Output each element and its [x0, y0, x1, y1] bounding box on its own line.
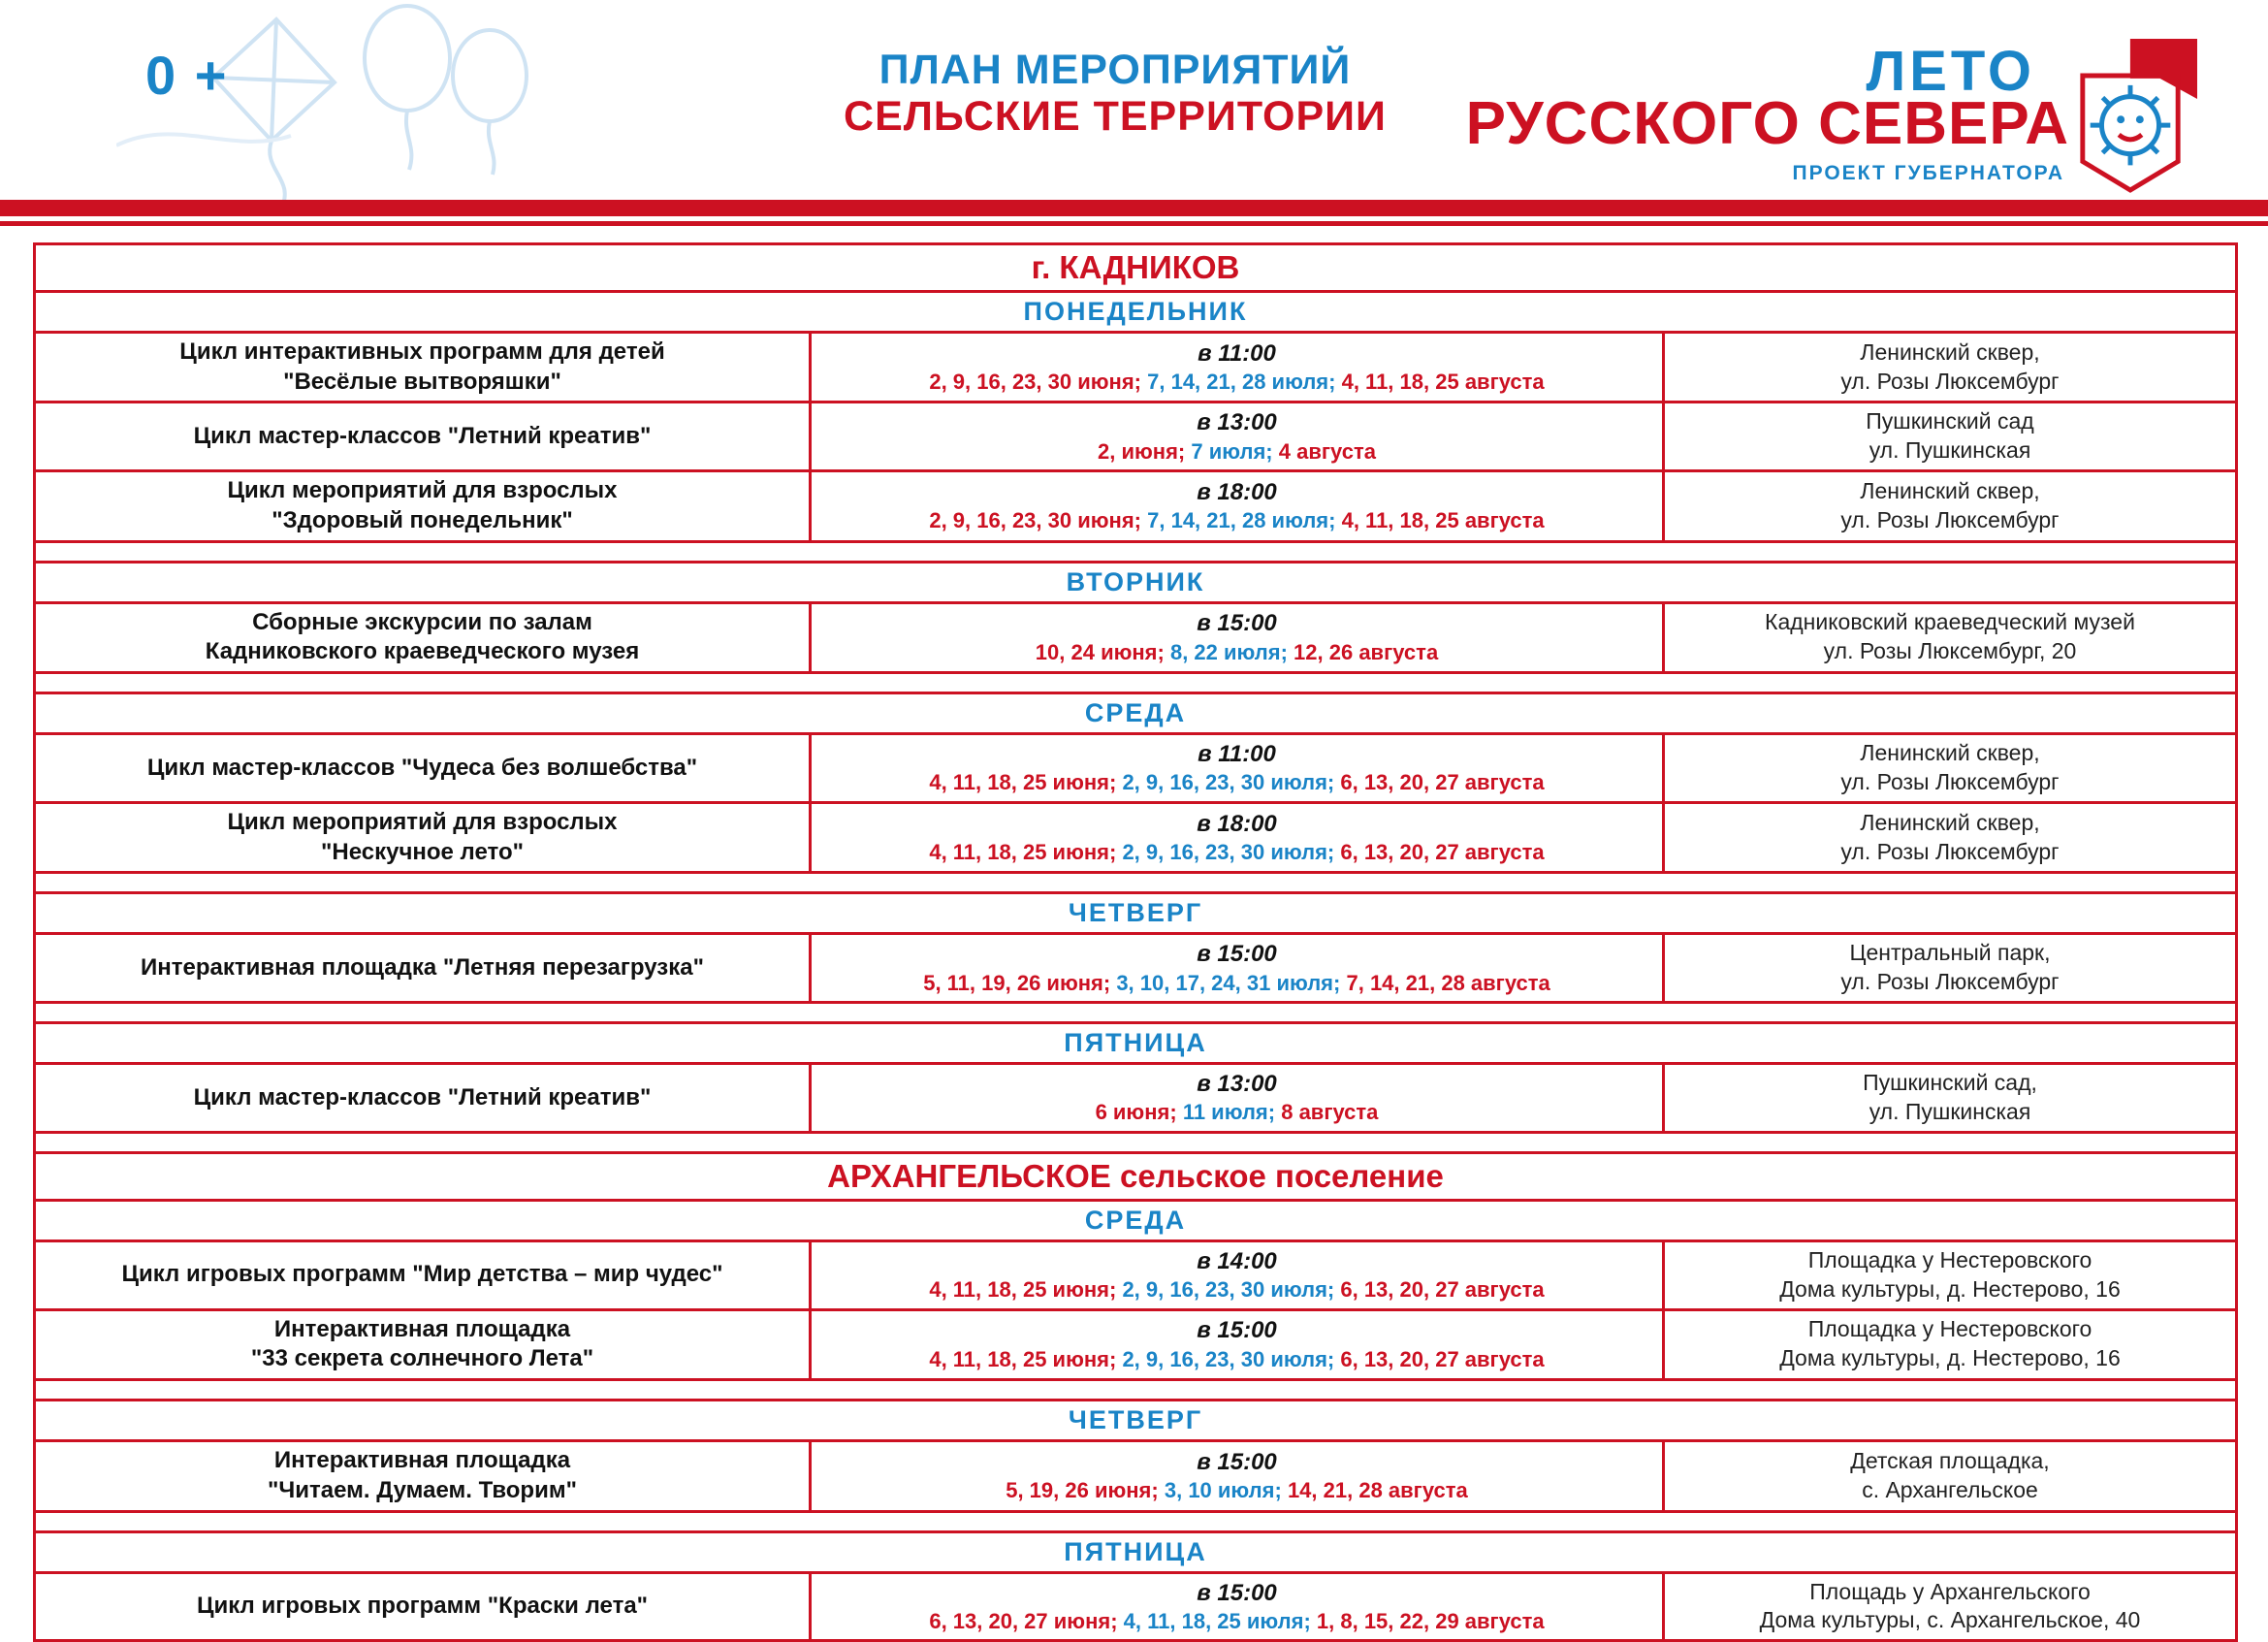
event-place-cell — [1664, 1441, 2237, 1511]
event-place-cell — [1664, 333, 2237, 402]
event-place-cell — [1664, 1240, 2237, 1309]
table-row — [35, 1064, 2237, 1133]
day-title: ПЯТНИЦА — [35, 1023, 2237, 1064]
event-dates-june: 2, 9, 16, 23, 30 июня; — [929, 508, 1141, 533]
event-dates-august: 6, 13, 20, 27 августа — [1340, 1346, 1545, 1371]
event-dates — [817, 769, 1656, 797]
event-name-line2: "Весёлые вытворяшки" — [283, 368, 561, 395]
table-row — [35, 602, 2237, 672]
events-plan-table — [33, 242, 2238, 1642]
event-time: в 15:00 — [1197, 1448, 1277, 1475]
row-spacer — [35, 1132, 2237, 1152]
table-row — [35, 471, 2237, 541]
event-dates-july: 3, 10 июля; — [1164, 1478, 1282, 1503]
event-name-line1: Цикл интерактивных программ для детей — [179, 338, 665, 365]
event-place-line2: ул. Розы Люксембург, 20 — [1823, 638, 2077, 664]
event-name-cell — [35, 333, 811, 402]
event-name-cell — [35, 802, 811, 872]
event-name-line1: Цикл мастер-классов "Чудеса без волшебства" — [146, 754, 698, 781]
event-name-line1: Цикл мастер-классов "Летний креатив" — [193, 422, 652, 449]
event-place-cell — [1664, 471, 2237, 541]
event-dates — [817, 1099, 1656, 1127]
event-time: в 18:00 — [1197, 479, 1277, 506]
event-schedule-cell — [811, 934, 1664, 1003]
event-dates-june: 6 июня; — [1095, 1100, 1177, 1125]
event-dates — [817, 1346, 1656, 1374]
event-name-line2: "Нескучное лето" — [321, 838, 524, 865]
event-name-cell — [35, 471, 811, 541]
leto-russkogo-severa-logo — [1465, 29, 2215, 209]
day-title: ПОНЕДЕЛЬНИК — [35, 292, 2237, 333]
event-dates-june: 4, 11, 18, 25 июня; — [929, 839, 1117, 864]
event-schedule-cell — [811, 1572, 1664, 1641]
event-dates-august: 1, 8, 15, 22, 29 августа — [1316, 1608, 1545, 1633]
event-dates — [817, 507, 1656, 535]
day-title: ЧЕТВЕРГ — [35, 1401, 2237, 1441]
event-name-line2: "Читаем. Думаем. Творим" — [268, 1476, 577, 1503]
event-place-line1: Площадка у Нестеровского — [1807, 1316, 2092, 1342]
event-dates — [817, 1477, 1656, 1505]
event-place-cell — [1664, 802, 2237, 872]
event-place-cell — [1664, 934, 2237, 1003]
event-name-cell — [35, 1064, 811, 1133]
event-dates-july: 8, 22 июля; — [1169, 639, 1288, 664]
event-time: в 11:00 — [1198, 741, 1276, 768]
day-title: ВТОРНИК — [35, 562, 2237, 602]
event-place-line1: Ленинский сквер, — [1860, 338, 2040, 365]
event-schedule-cell — [811, 471, 1664, 541]
event-place-line1: Центральный парк, — [1849, 940, 2051, 966]
event-place-line2: ул. Пушкинская — [1869, 1098, 2031, 1124]
event-dates-july: 7, 14, 21, 28 июля; — [1147, 508, 1336, 533]
page-header — [0, 0, 2268, 231]
event-place-line2: ул. Розы Люксембург — [1840, 506, 2060, 532]
event-dates-june: 6, 13, 20, 27 июня; — [929, 1608, 1118, 1633]
event-place-line2: ул. Розы Люксембург — [1840, 368, 2060, 394]
event-place-cell — [1664, 602, 2237, 672]
event-place-line1: Ленинский сквер, — [1860, 478, 2040, 504]
row-spacer — [35, 673, 2237, 693]
event-schedule-cell — [811, 333, 1664, 402]
event-dates-august: 8 августа — [1281, 1100, 1379, 1125]
event-schedule-cell — [811, 1064, 1664, 1133]
table-row — [35, 402, 2237, 471]
event-time: в 14:00 — [1197, 1247, 1277, 1274]
event-place-line2: ул. Розы Люксембург — [1840, 969, 2060, 995]
event-dates-august: 4 августа — [1278, 438, 1376, 464]
event-dates-august: 6, 13, 20, 27 августа — [1340, 839, 1545, 864]
day-header-row — [35, 1023, 2237, 1064]
event-name-line1: Цикл игровых программ "Краски лета" — [196, 1593, 649, 1620]
event-name-line2: "Здоровый понедельник" — [272, 506, 573, 533]
day-title: ПЯТНИЦА — [35, 1531, 2237, 1572]
event-dates-june: 4, 11, 18, 25 июня; — [929, 1346, 1117, 1371]
event-schedule-cell — [811, 1309, 1664, 1379]
event-dates-august: 12, 26 августа — [1294, 639, 1439, 664]
event-place-line1: Пушкинский сад — [1866, 408, 2034, 435]
event-time: в 13:00 — [1197, 409, 1277, 436]
event-schedule-cell — [811, 1441, 1664, 1511]
table-row — [35, 802, 2237, 872]
event-dates-august: 4, 11, 18, 25 августа — [1341, 370, 1545, 395]
event-dates — [817, 639, 1656, 667]
section-header-row — [35, 1152, 2237, 1200]
event-dates-july: 4, 11, 18, 25 июля; — [1123, 1608, 1311, 1633]
day-header-row — [35, 1401, 2237, 1441]
event-schedule-cell — [811, 602, 1664, 672]
event-place-line2: ул. Розы Люксембург — [1840, 768, 2060, 794]
event-name-line1: Цикл мероприятий для взрослых — [227, 808, 618, 835]
event-name-cell — [35, 402, 811, 471]
event-place-line1: Ленинский сквер, — [1860, 809, 2040, 835]
event-dates-june: 4, 11, 18, 25 июня; — [929, 770, 1117, 795]
event-schedule-cell — [811, 802, 1664, 872]
event-dates-june: 2, 9, 16, 23, 30 июня; — [929, 370, 1141, 395]
logo-word-leto: ЛЕТО — [1866, 40, 2035, 103]
event-dates-july: 2, 9, 16, 23, 30 июля; — [1122, 770, 1335, 795]
event-dates-august: 6, 13, 20, 27 августа — [1340, 770, 1545, 795]
logo-tagline: ПРОЕКТ ГУБЕРНАТОРА — [1792, 162, 2064, 184]
age-rating-badge: 0 + — [145, 45, 229, 106]
table-row — [35, 734, 2237, 803]
event-place-line2: ул. Пушкинская — [1869, 437, 2031, 464]
page-title — [679, 47, 1551, 140]
event-name-line1: Сборные экскурсии по залам — [252, 608, 592, 635]
event-name-line1: Цикл мероприятий для взрослых — [227, 477, 618, 504]
event-dates-july: 2, 9, 16, 23, 30 июля; — [1122, 1346, 1335, 1371]
event-dates — [817, 369, 1656, 397]
day-header-row — [35, 292, 2237, 333]
event-time: в 15:00 — [1197, 1317, 1277, 1344]
section-title: АРХАНГЕЛЬСКОЕ сельское поселение — [35, 1152, 2237, 1200]
event-time: в 18:00 — [1197, 810, 1277, 837]
table-row — [35, 1240, 2237, 1309]
event-place-line2: ул. Розы Люксембург — [1840, 838, 2060, 864]
event-dates-june: 5, 11, 19, 26 июня; — [923, 970, 1111, 995]
event-place-line1: Детская площадка, — [1850, 1447, 2050, 1473]
event-schedule-cell — [811, 402, 1664, 471]
day-header-row — [35, 562, 2237, 602]
event-dates-june: 2, июня; — [1098, 438, 1186, 464]
event-dates — [817, 438, 1656, 467]
event-dates-june: 5, 19, 26 июня; — [1006, 1478, 1159, 1503]
header-divider-thin — [0, 221, 2268, 226]
row-spacer — [35, 873, 2237, 893]
event-place-line2: Дома культуры, д. Нестерово, 16 — [1779, 1345, 2121, 1371]
event-name-cell — [35, 1240, 811, 1309]
event-name-cell — [35, 734, 811, 803]
event-name-line1: Цикл игровых программ "Мир детства – мир чудес" — [121, 1261, 723, 1288]
row-spacer — [35, 541, 2237, 562]
event-time: в 11:00 — [1198, 339, 1276, 367]
day-header-row — [35, 1200, 2237, 1240]
event-place-cell — [1664, 1309, 2237, 1379]
event-place-cell — [1664, 402, 2237, 471]
event-dates — [817, 1276, 1656, 1304]
event-dates-july: 11 июля; — [1182, 1100, 1276, 1125]
event-place-line2: Дома культуры, д. Нестерово, 16 — [1779, 1275, 2121, 1302]
event-dates — [817, 1608, 1656, 1636]
events-plan-table-wrap — [33, 242, 2235, 1642]
event-schedule-cell — [811, 1240, 1664, 1309]
kite-balloons-decoration — [116, 0, 718, 213]
event-name-line1: Интерактивная площадка "Летняя перезагрузка" — [141, 953, 704, 981]
section-title: г. КАДНИКОВ — [35, 244, 2237, 292]
event-dates-july: 2, 9, 16, 23, 30 июля; — [1122, 1277, 1335, 1303]
event-dates-july: 7, 14, 21, 28 июля; — [1147, 370, 1336, 395]
event-time: в 13:00 — [1197, 1071, 1277, 1098]
event-name-line1: Интерактивная площадка — [273, 1315, 571, 1342]
table-row — [35, 1572, 2237, 1641]
event-place-line1: Кадниковский краеведческий музей — [1765, 609, 2135, 635]
event-dates-july: 2, 9, 16, 23, 30 июля; — [1122, 839, 1335, 864]
event-dates-august: 14, 21, 28 августа — [1287, 1478, 1468, 1503]
section-header-row — [35, 244, 2237, 292]
table-row — [35, 934, 2237, 1003]
day-title: СРЕДА — [35, 1200, 2237, 1240]
day-header-row — [35, 693, 2237, 734]
table-row — [35, 333, 2237, 402]
event-place-cell — [1664, 1064, 2237, 1133]
event-place-line1: Ленинский сквер, — [1860, 740, 2040, 766]
event-place-line1: Площадка у Нестеровского — [1807, 1246, 2092, 1272]
page-title-line2: СЕЛЬСКИЕ ТЕРРИТОРИИ — [844, 93, 1387, 141]
event-name-cell — [35, 1309, 811, 1379]
day-title: ЧЕТВЕРГ — [35, 893, 2237, 934]
table-row — [35, 1309, 2237, 1379]
event-name-cell — [35, 602, 811, 672]
event-time: в 15:00 — [1197, 610, 1277, 637]
event-dates — [817, 839, 1656, 867]
event-name-line2: "33 секрета солнечного Лета" — [250, 1345, 594, 1372]
event-name-line1: Интерактивная площадка — [273, 1447, 571, 1474]
day-header-row — [35, 893, 2237, 934]
event-place-cell — [1664, 1572, 2237, 1641]
event-name-line2: Кадниковского краеведческого музея — [205, 638, 640, 665]
row-spacer — [35, 1511, 2237, 1531]
row-spacer — [35, 1003, 2237, 1023]
event-dates-august: 7, 14, 21, 28 августа — [1346, 970, 1550, 995]
table-row — [35, 1441, 2237, 1511]
event-dates-july: 7 июля; — [1191, 438, 1273, 464]
logo-word-russkogo-severa: РУССКОГО СЕВЕРА — [1465, 90, 2069, 157]
row-spacer — [35, 1380, 2237, 1401]
sun-emblem-icon — [2073, 70, 2188, 194]
event-place-line1: Площадь у Архангельского — [1809, 1578, 2091, 1604]
event-time: в 15:00 — [1197, 941, 1277, 968]
event-dates-august: 4, 11, 18, 25 августа — [1341, 508, 1545, 533]
day-title: СРЕДА — [35, 693, 2237, 734]
event-place-line2: Дома культуры, с. Архангельское, 40 — [1759, 1607, 2141, 1633]
event-dates — [817, 970, 1656, 998]
day-header-row — [35, 1531, 2237, 1572]
event-name-cell — [35, 934, 811, 1003]
event-name-cell — [35, 1572, 811, 1641]
event-name-line1: Цикл мастер-классов "Летний креатив" — [193, 1083, 652, 1111]
event-schedule-cell — [811, 734, 1664, 803]
event-place-line2: с. Архангельское — [1862, 1476, 2038, 1502]
event-dates-june: 10, 24 июня; — [1035, 639, 1165, 664]
event-place-cell — [1664, 734, 2237, 803]
event-dates-august: 6, 13, 20, 27 августа — [1340, 1277, 1545, 1303]
page-title-line1: ПЛАН МЕРОПРИЯТИЙ — [878, 47, 1352, 93]
event-dates-july: 3, 10, 17, 24, 31 июля; — [1116, 970, 1341, 995]
event-time: в 15:00 — [1197, 1579, 1277, 1606]
event-place-line1: Пушкинский сад, — [1863, 1070, 2037, 1096]
header-divider-thick — [0, 200, 2268, 216]
event-name-cell — [35, 1441, 811, 1511]
event-dates-june: 4, 11, 18, 25 июня; — [929, 1277, 1117, 1303]
